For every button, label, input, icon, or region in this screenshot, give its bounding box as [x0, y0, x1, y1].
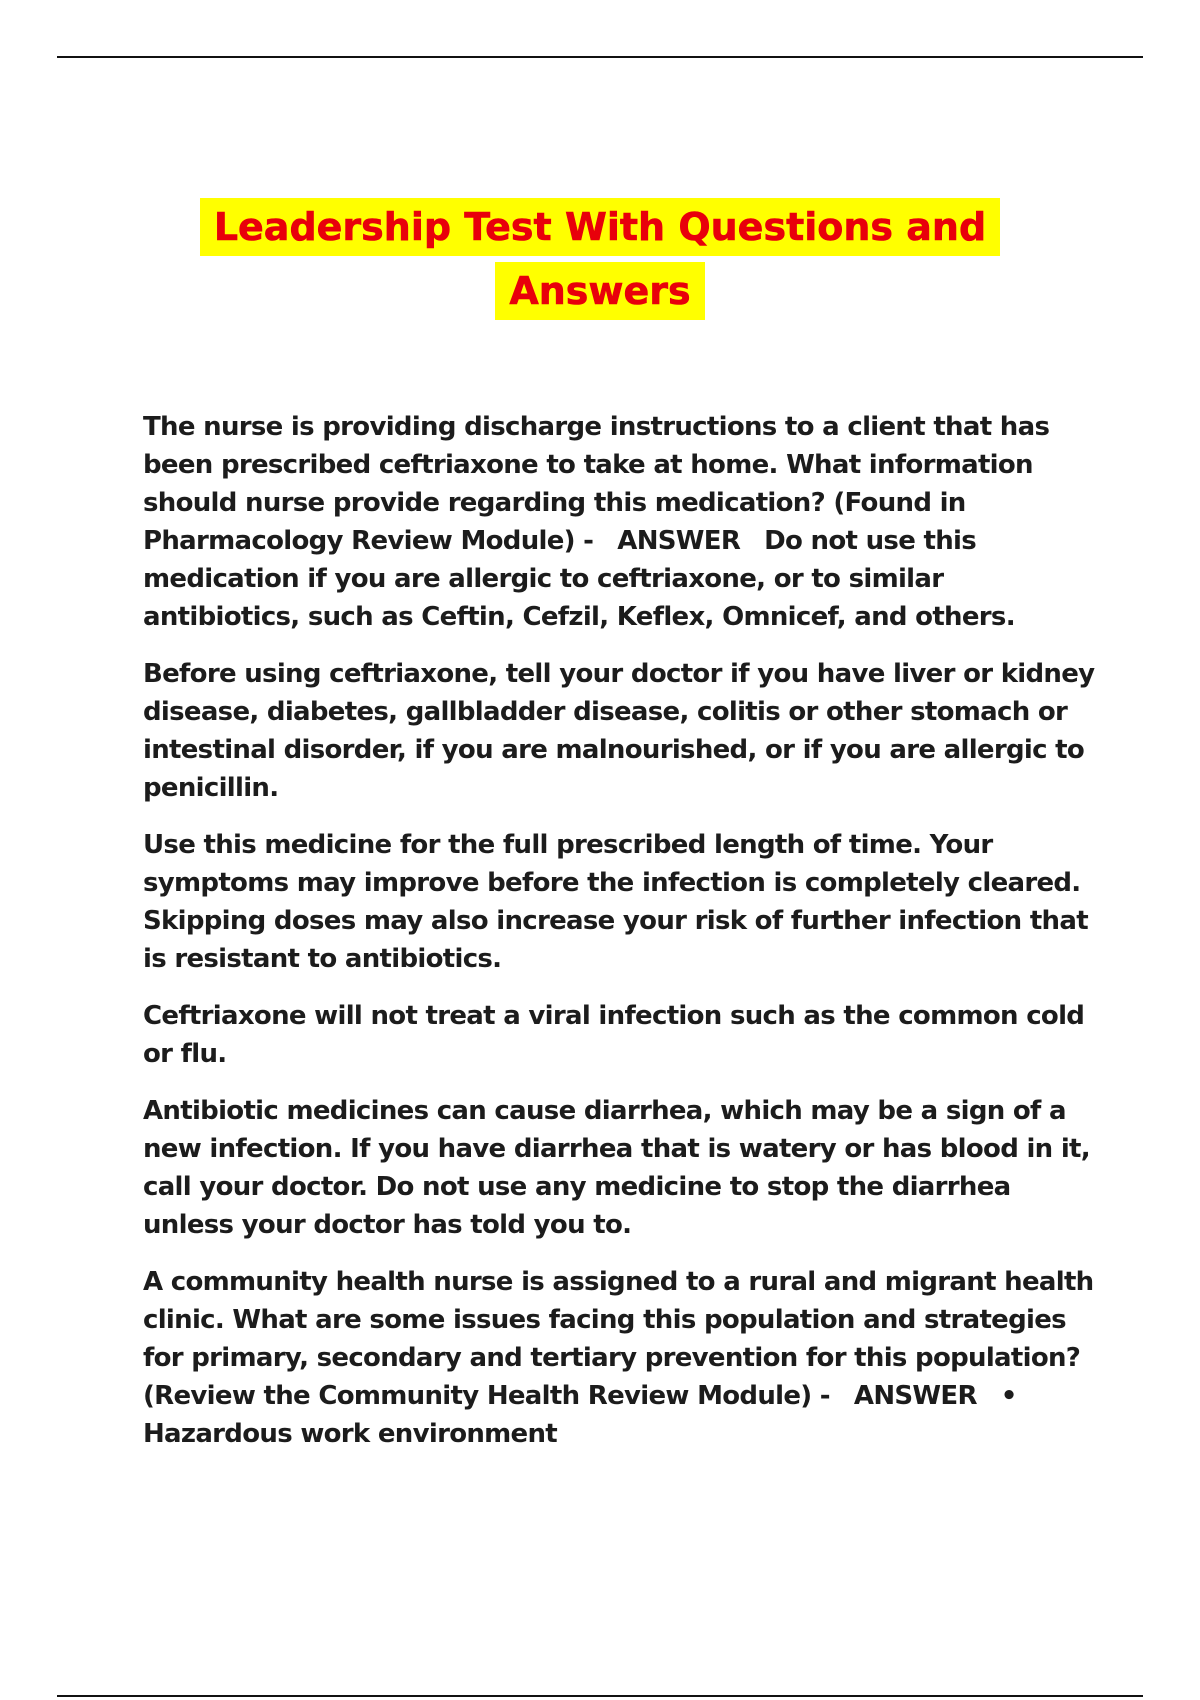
answer-label: ANSWER [853, 1381, 977, 1411]
paragraph-question-1 [143, 408, 1101, 636]
title-line-2: Answers [495, 262, 704, 320]
paragraph-2: Before using ceftriaxone, tell your doctor if you have liver or kidney disease, diabetes, gallbladder disease, colitis or other stomach or intestinal disorder, if you are malnourished, or if you are allergic to penicillin. [143, 659, 1095, 803]
answer-2-text: Hazardous work environment [143, 1419, 558, 1449]
document-title [0, 198, 1200, 320]
question-2-text: A community health nurse is assigned to a rural and migrant health clinic. What are some issues facing this population and strategies for primary, secondary and tertiary prevention for this population? (Review the Community Health Review Module) - [143, 1267, 1094, 1411]
paragraph-question-2 [143, 1263, 1101, 1453]
document-body [143, 408, 1101, 1472]
paragraph-4: Ceftriaxone will not treat a viral infection such as the common cold or flu. [143, 1001, 1085, 1069]
bullet-icon: • [1000, 1381, 1017, 1411]
paragraph-3: Use this medicine for the full prescribed length of time. Your symptoms may improve before the infection is completely cleared. Skipping doses may also increase your risk of further infection that is resistant to antibiotics. [143, 830, 1088, 974]
question-1-text: The nurse is providing discharge instructions to a client that has been prescribed ceftriaxone to take at home. What information should nurse provide regarding this medication? (Found in Pharmacology Review Module) - [143, 412, 1050, 556]
answer-1-text: Do not use this medication if you are allergic to ceftriaxone, or to similar antibiotics, such as Ceftin, Cefzil, Keflex, Omnicef, and others. [143, 526, 1015, 632]
header-rule [57, 56, 1143, 58]
title-line-1: Leadership Test With Questions and [200, 198, 1000, 256]
paragraph-5: Antibiotic medicines can cause diarrhea, which may be a sign of a new infection. If you have diarrhea that is watery or has blood in it, call your doctor. Do not use any medicine to stop the diarrhea unless your doctor has told you to. [143, 1096, 1090, 1240]
footer-rule [57, 1695, 1143, 1697]
answer-label: ANSWER [617, 526, 741, 556]
